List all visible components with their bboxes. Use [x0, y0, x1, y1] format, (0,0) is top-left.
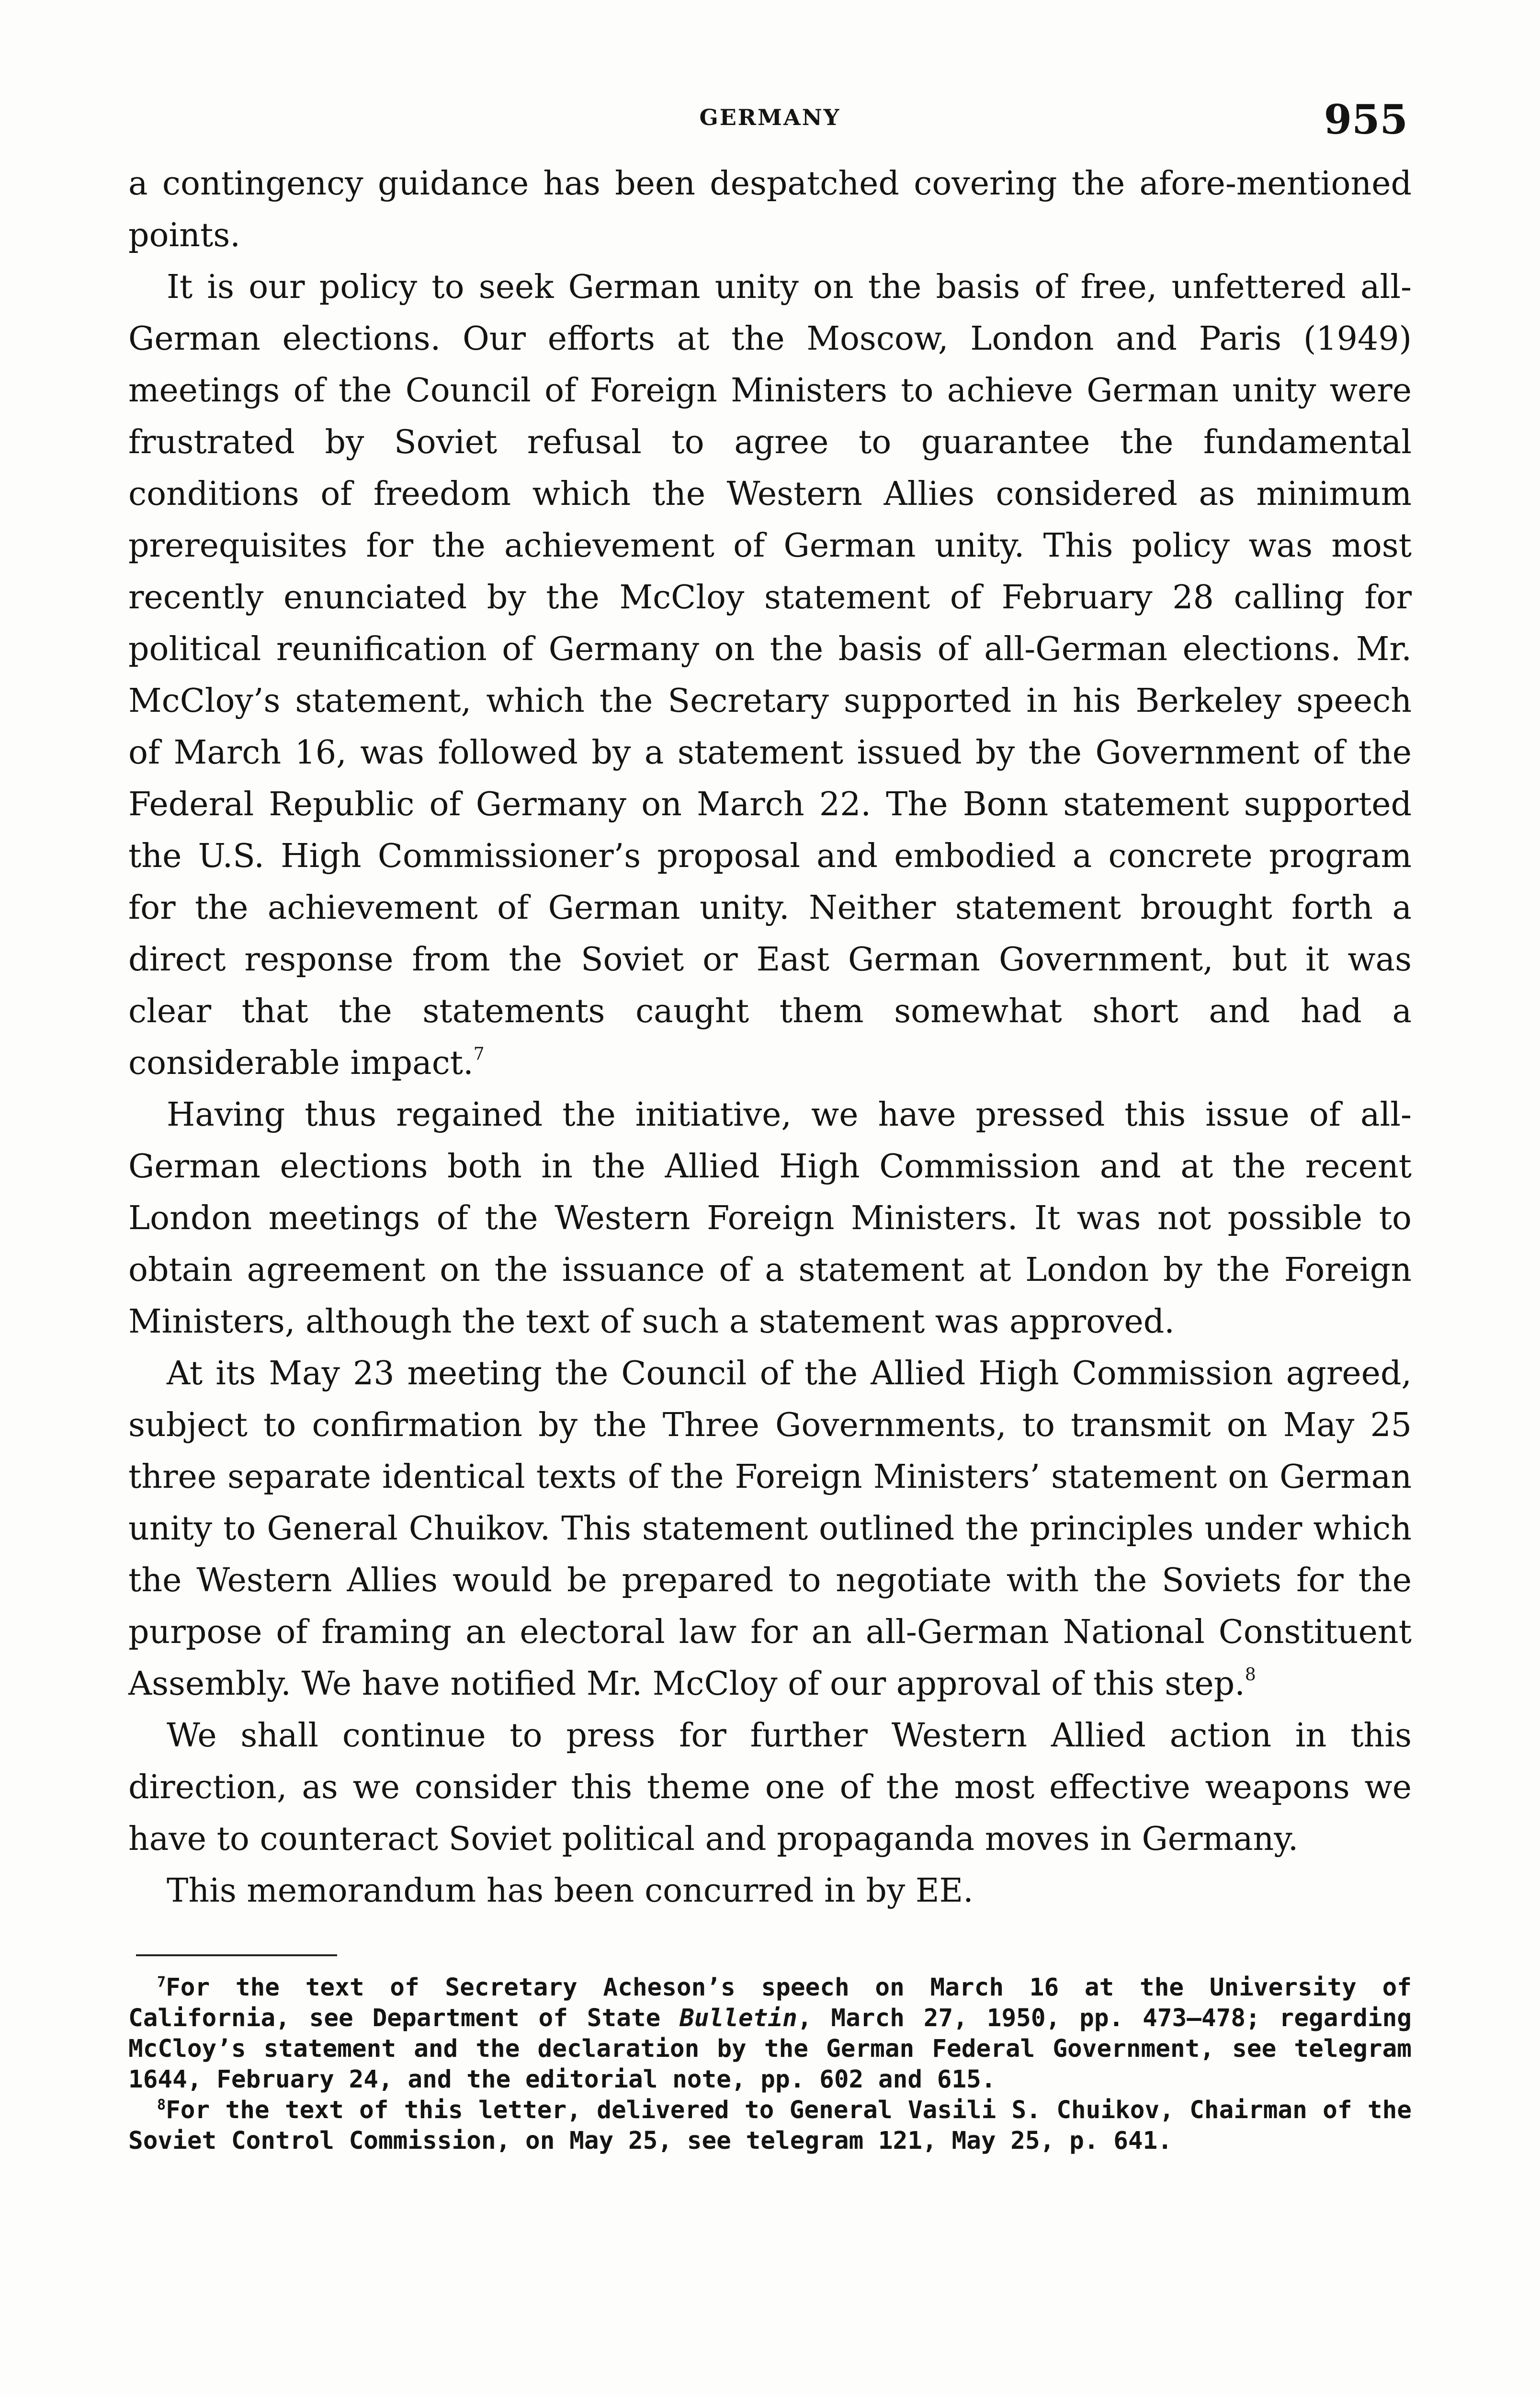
- footnote-7-mark: 7: [157, 1974, 166, 1991]
- paragraph-6-text: This memorandum has been concurred in by EE.: [167, 1872, 974, 1910]
- paragraph-1: [128, 158, 1412, 262]
- footnote-8: [128, 2095, 1412, 2156]
- paragraph-5: [128, 1710, 1412, 1865]
- paragraph-3-text: Having thus regained the initiative, we have pressed this issue of all-German elections both in the Allied High Commission and at the recent London meetings of the Western Foreign Ministers. It was not possible to obtain agreement on the issuance of a statement at London by the Foreign Ministers, although the text of such a statement was approved.: [128, 1096, 1412, 1341]
- footnote-ref-8[interactable]: 8: [1245, 1665, 1256, 1685]
- paragraph-4-text: At its May 23 meeting the Council of the Allied High Commission agreed, subject to confirmation by the Three Governments, to transmit on May 25 three separate identical texts of the Foreign Ministers’ statement on German unity to General Chuikov. This statement outlined the principles under which the Western Allies would be prepared to negotiate with the Soviets for the purpose of framing an electoral law for an all-German National Constituent Assembly. We have notified Mr. McCloy of our approval of this step.: [128, 1355, 1412, 1703]
- paragraph-2-text: It is our policy to seek German unity on the basis of free, unfettered all-German elections. Our efforts at the Moscow, London and Paris (1949) meetings of the Council of Foreign Ministers to achieve German unity were frustrated by Soviet refusal to agree to guarantee the fundamental conditions of freedom which the Western Allies considered as minimum prerequisites for the achievement of German unity. This policy was most recently enunciated by the McCloy statement of February 28 calling for political reunification of Germany on the basis of all-German elections. Mr. McCloy’s statement, which the Secretary supported in his Berkeley speech of March 16, was followed by a statement issued by the Government of the Federal Republic of Germany on March 22. The Bonn statement supported the U.S. High Commissioner’s proposal and embodied a concrete program for the achievement of German unity. Neither statement brought forth a direct response from the Soviet or East German Government, but it was clear that the statements caught them somewhat short and had a considerable impact.: [128, 268, 1412, 1082]
- footnotes: [128, 1973, 1412, 2156]
- paragraph-5-text: We shall continue to press for further Western Allied action in this direction, as we consider this theme one of the most effective weapons we have to counteract Soviet political and propaganda moves in Germany.: [128, 1717, 1412, 1858]
- paragraph-1-text: a contingency guidance has been despatched covering the afore-mentioned points.: [128, 165, 1412, 254]
- paragraph-3: [128, 1089, 1412, 1348]
- paragraph-4: [128, 1348, 1412, 1710]
- paragraph-6: [128, 1865, 1412, 1917]
- page-number: 955: [1324, 96, 1408, 143]
- footnote-7-text-b: , March 27, 1950, pp. 473–478; regarding McCloy’s statement and the declaration by the German Federal Government, see telegram 1644, February 24, and the editorial note, pp. 602 and 615.: [128, 2004, 1412, 2094]
- paragraph-2: [128, 262, 1412, 1089]
- footnote-ref-7[interactable]: 7: [473, 1044, 485, 1064]
- running-head: GERMANY: [699, 104, 841, 130]
- page-header: [128, 96, 1412, 158]
- footnote-divider: [136, 1954, 337, 1956]
- footnote-7-text-a: For the text of Secretary Acheson’s speech on March 16 at the University of California, see Department of State: [128, 1973, 1412, 2032]
- footnote-8-mark: 8: [157, 2097, 166, 2113]
- body-text: [128, 158, 1412, 1917]
- footnote-8-text: For the text of this letter, delivered to General Vasili S. Chuikov, Chairman of the Soviet Control Commission, on May 25, see telegram 121, May 25, p. 641.: [128, 2096, 1412, 2155]
- footnote-7-italic: Bulletin: [679, 2004, 797, 2032]
- footnote-7: [128, 1973, 1412, 2095]
- document-page: [128, 96, 1412, 2156]
